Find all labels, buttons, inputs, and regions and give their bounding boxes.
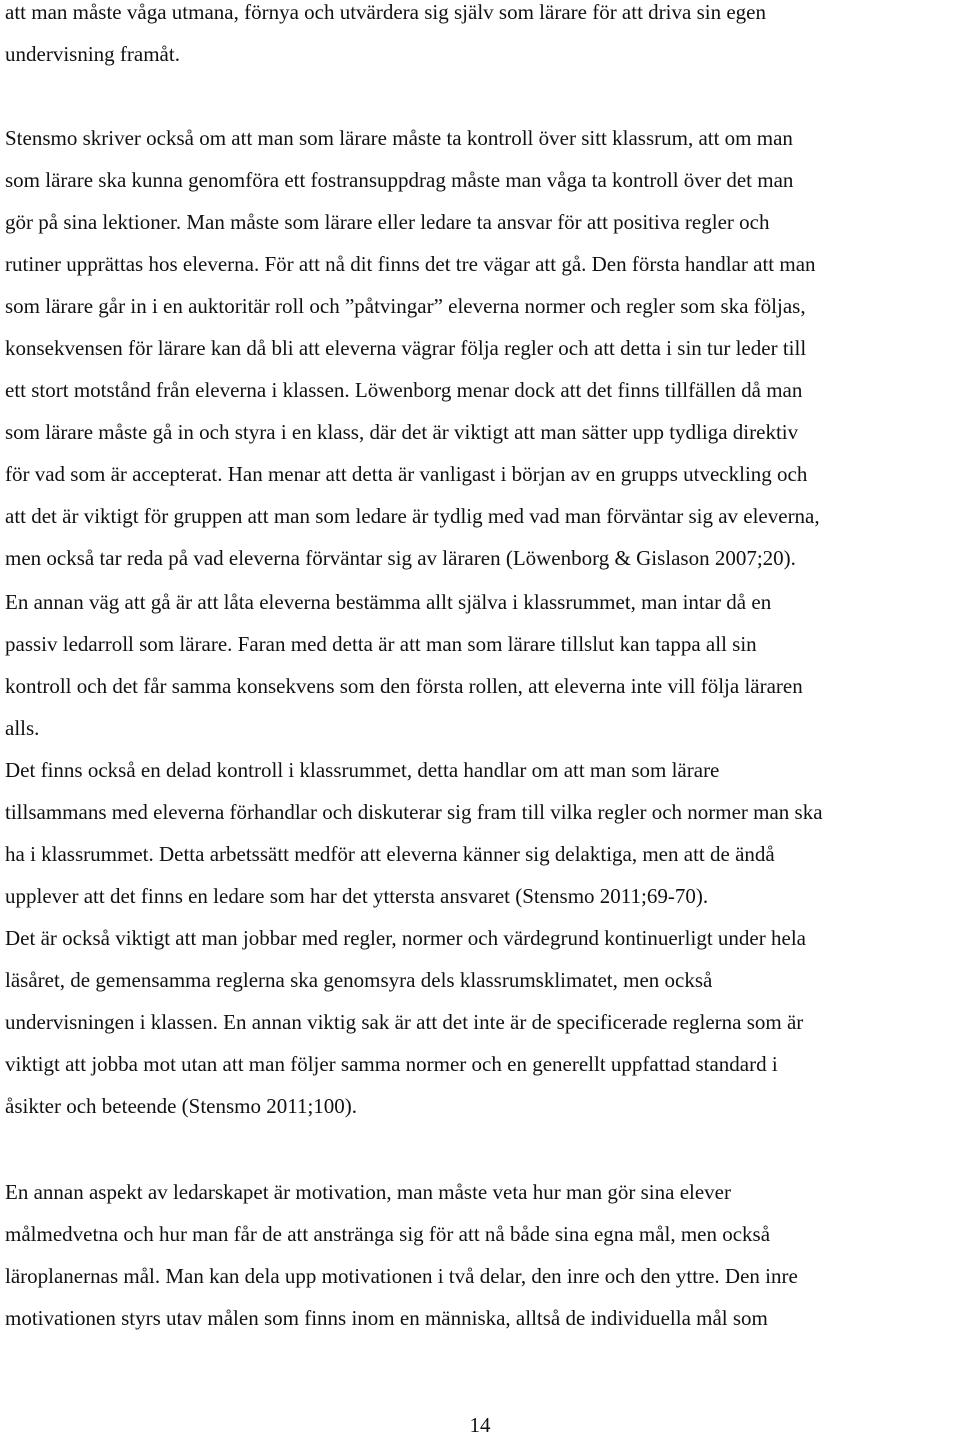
text-line: som lärare går in i en auktoritär roll och ”påtvingar” eleverna normer och regler som ska följas,: [5, 294, 806, 318]
text-line: rutiner upprättas hos eleverna. För att nå dit finns det tre vägar att gå. Den första handlar att man: [5, 252, 816, 276]
text-line: för vad som är accepterat. Han menar att detta är vanligast i början av en grupps utveckling och: [5, 462, 808, 486]
text-line: läsåret, de gemensamma reglerna ska genomsyra dels klassrumsklimatet, men också: [5, 968, 713, 992]
text-line: kontroll och det får samma konsekvens som den första rollen, att eleverna inte vill följa läraren: [5, 674, 803, 698]
text-line: upplever att det finns en ledare som har det yttersta ansvaret (Stensmo 2011;69-70).: [5, 884, 709, 908]
text-line: gör på sina lektioner. Man måste som lärare eller ledare ta ansvar för att positiva regler och: [5, 210, 770, 234]
text-line: men också tar reda på vad eleverna förväntar sig av läraren (Löwenborg & Gislason 2007;20).: [5, 546, 796, 570]
text-line: målmedvetna och hur man får de att anstränga sig för att nå både sina egna mål, men också: [5, 1222, 771, 1246]
text-line: tillsammans med eleverna förhandlar och diskuterar sig fram till vilka regler och normer man ska: [5, 800, 823, 824]
text-line: konsekvensen för lärare kan då bli att eleverna vägrar följa regler och att detta i sin tur leder till: [5, 336, 807, 360]
text-line: att man måste våga utmana, förnya och utvärdera sig själv som lärare för att driva sin egen: [5, 0, 766, 24]
page-number: 14: [469, 1413, 491, 1437]
text-line: En annan aspekt av ledarskapet är motivation, man måste veta hur man gör sina elever: [5, 1180, 731, 1204]
text-line: att det är viktigt för gruppen att man som ledare är tydlig med vad man förväntar sig av eleverna,: [5, 504, 820, 528]
text-line: Det är också viktigt att man jobbar med regler, normer och värdegrund kontinuerligt under hela: [5, 926, 806, 950]
text-line: motivationen styrs utav målen som finns inom en människa, alltså de individuella mål som: [5, 1306, 768, 1330]
text-line: viktigt att jobba mot utan att man följer samma normer och en generellt uppfattad standard i: [5, 1052, 778, 1076]
text-line: En annan väg att gå är att låta eleverna bestämma allt själva i klassrummet, man intar då en: [5, 590, 772, 614]
text-line: som lärare ska kunna genomföra ett fostransuppdrag måste man våga ta kontroll över det man: [5, 168, 794, 192]
text-line: passiv ledarroll som lärare. Faran med detta är att man som lärare tillslut kan tappa all sin: [5, 632, 757, 656]
text-line: som lärare måste gå in och styra i en klass, där det är viktigt att man sätter upp tydliga direktiv: [5, 420, 799, 444]
text-line: alls.: [5, 716, 40, 740]
text-line: undervisningen i klassen. En annan viktig sak är att det inte är de specificerade reglerna som är: [5, 1010, 804, 1034]
text-line: åsikter och beteende (Stensmo 2011;100).: [5, 1094, 358, 1118]
text-line: undervisning framåt.: [5, 42, 180, 66]
text-line: Det finns också en delad kontroll i klassrummet, detta handlar om att man som lärare: [5, 758, 720, 782]
text-line: ha i klassrummet. Detta arbetssätt medför att eleverna känner sig delaktiga, men att de ändå: [5, 842, 775, 866]
text-line: ett stort motstånd från eleverna i klassen. Löwenborg menar dock att det finns tillfällen då man: [5, 378, 803, 402]
text-line: Stensmo skriver också om att man som lärare måste ta kontroll över sitt klassrum, att om man: [5, 126, 793, 150]
text-line: läroplanernas mål. Man kan dela upp motivationen i två delar, den inre och den yttre. Den inre: [5, 1264, 798, 1288]
